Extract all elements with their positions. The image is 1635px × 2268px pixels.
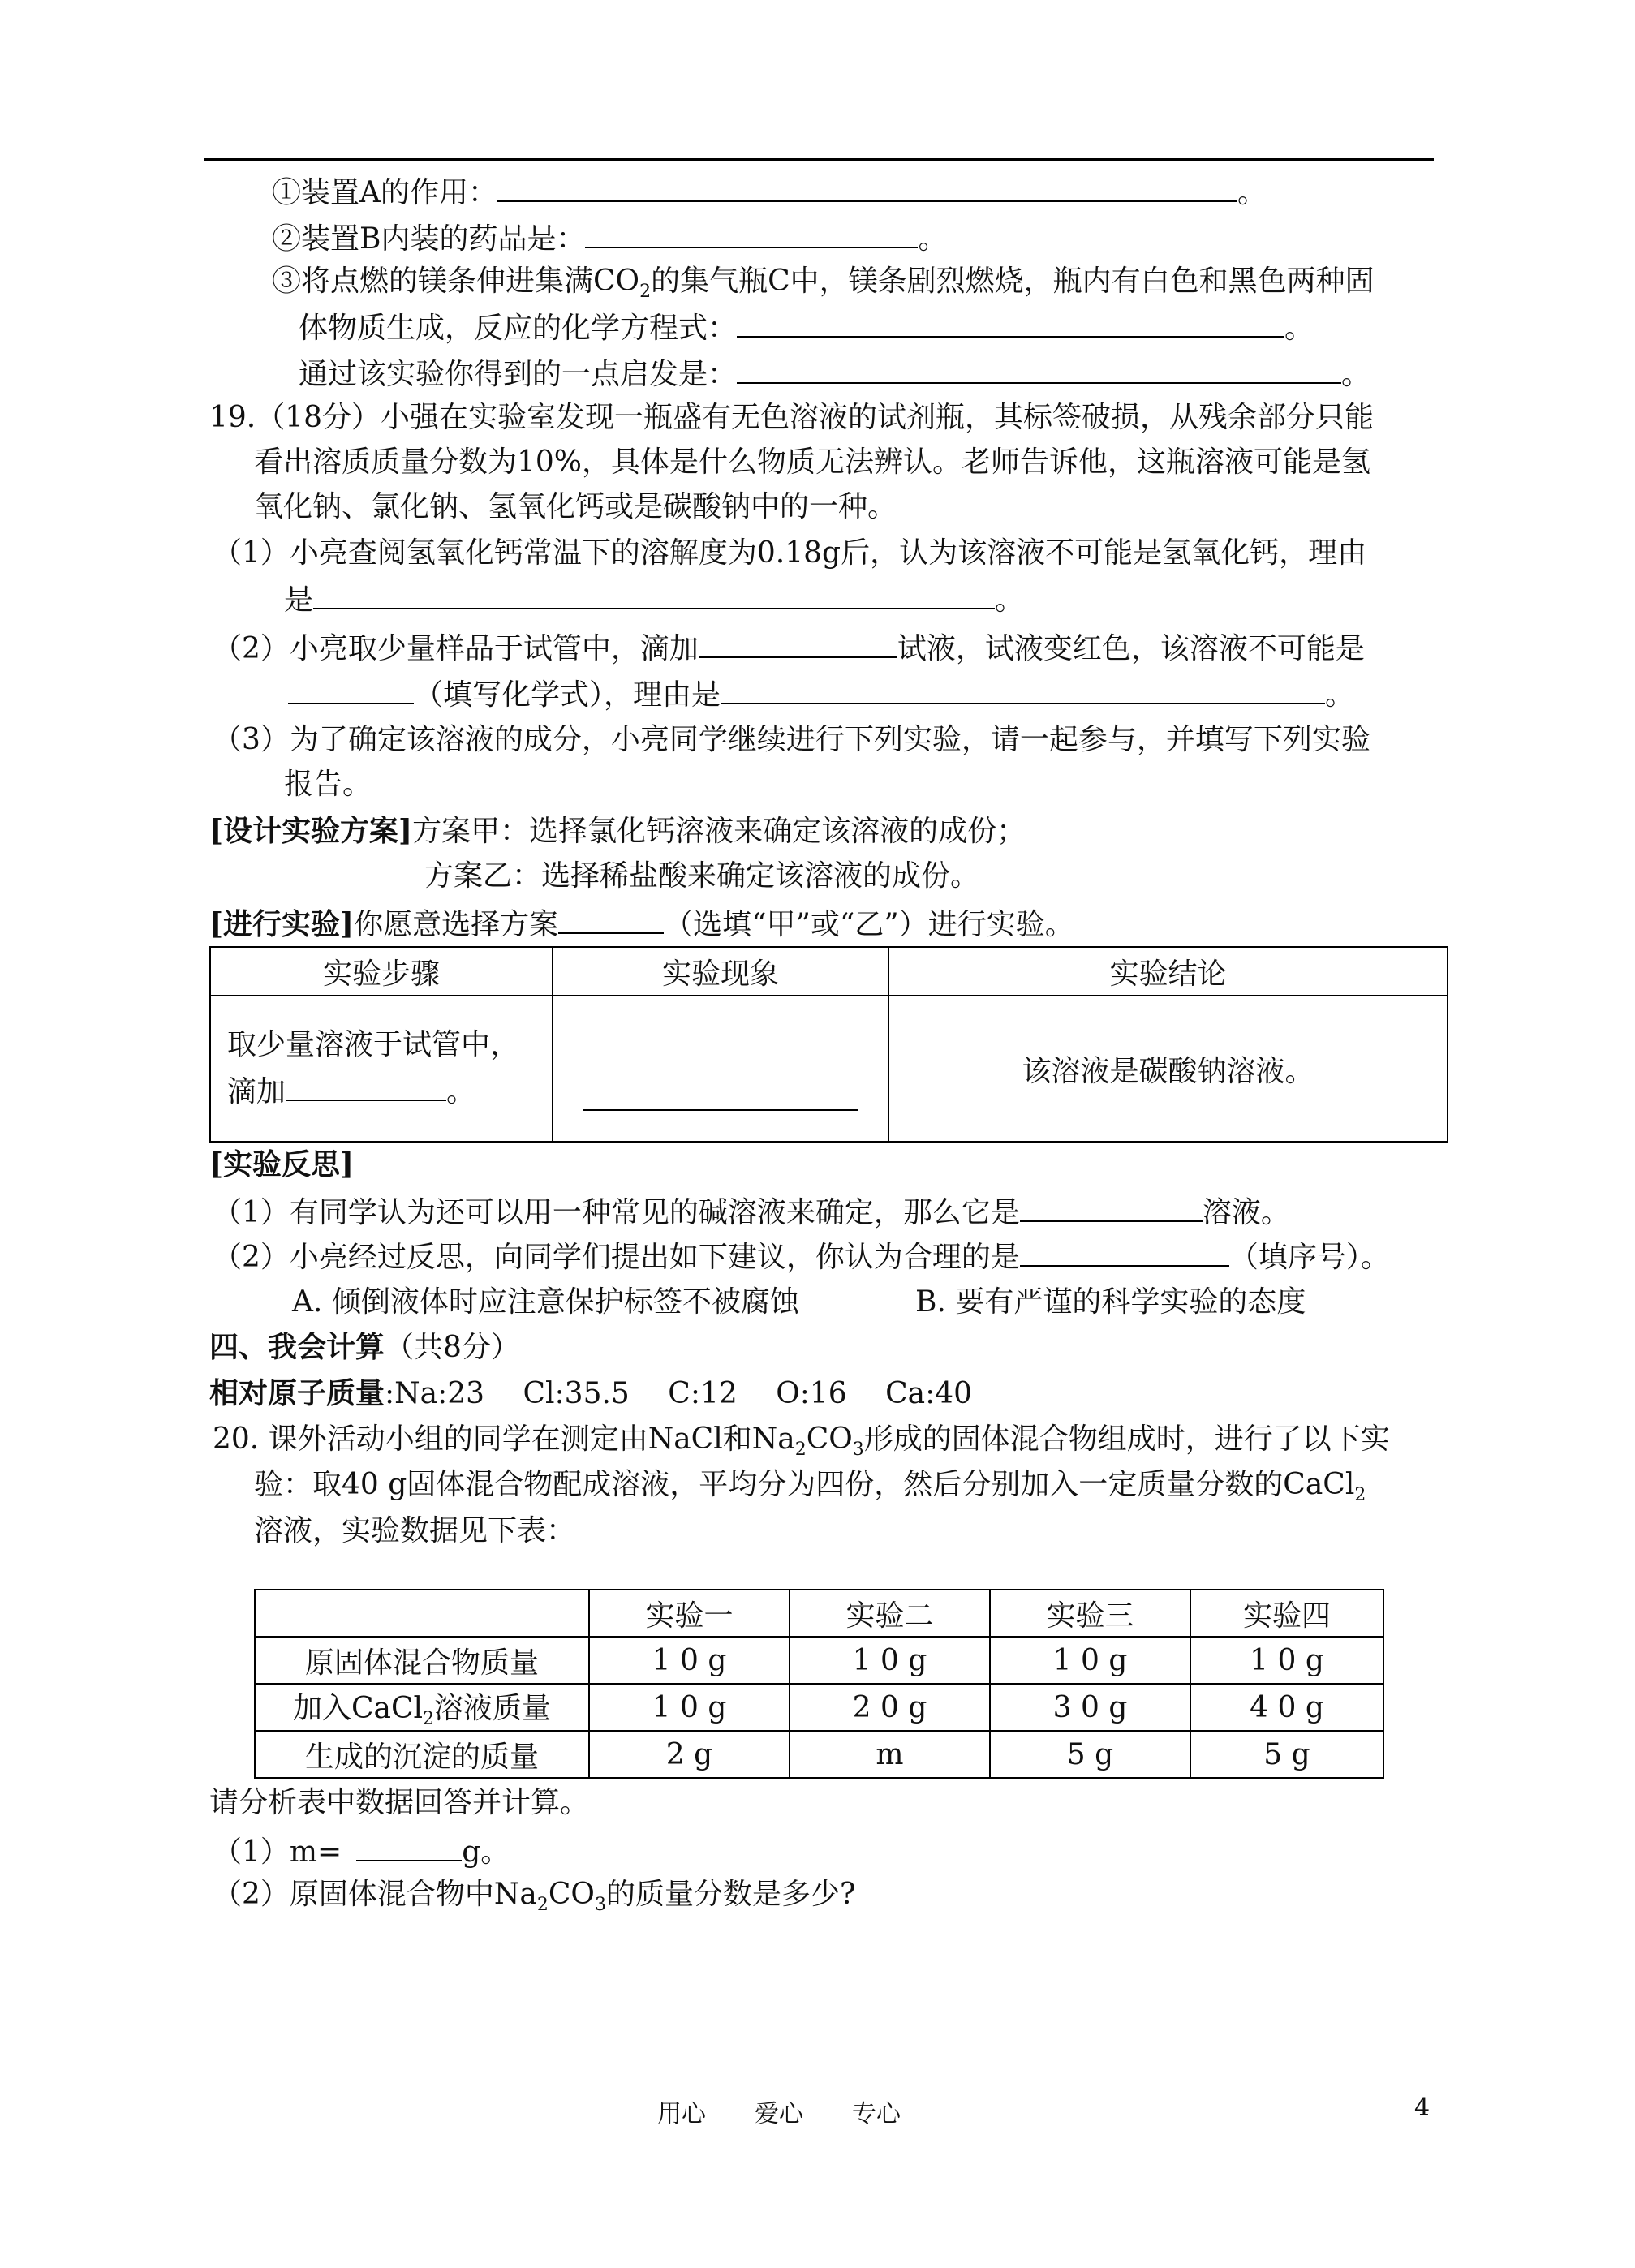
table-header: 实验结论 <box>888 947 1448 996</box>
q19-intro-1: 19.（18分）小强在实验室发现一瓶盛有无色溶液的试剂瓶，其标签破损，从残余部分只能 <box>209 401 1375 434</box>
table-header: 实验二 <box>790 1590 990 1637</box>
q20-line3: 溶液，实验数据见下表： <box>254 1514 576 1547</box>
q18-item1: ①装置A的作用： 。 <box>272 173 1267 211</box>
table-header: 实验步骤 <box>210 947 553 996</box>
answer-blank[interactable] <box>721 675 1325 704</box>
q20-line1: 20. 课外活动小组的同学在测定由NaCl和$Na_2CO_3$形成的固体混合物组成时，进行了以下实 <box>213 1422 1390 1461</box>
table-header: 实验四 <box>1190 1590 1383 1637</box>
table-cell: 1 0 g <box>589 1684 790 1731</box>
table-cell: 4 0 g <box>1190 1684 1383 1731</box>
answer-blank[interactable] <box>585 219 918 248</box>
q19-part3-cont: 报告。 <box>284 768 372 801</box>
reflect-2: （2）小亮经过反思，向同学们提出如下建议，你认为合理的是 （填序号）。 <box>213 1237 1390 1276</box>
q19-intro-2: 看出溶质质量分数为10%，具体是什么物质无法辨认。老师告诉他，这瓶溶液可能是氢 <box>254 445 1371 479</box>
table-header: 实验现象 <box>553 947 888 996</box>
q18-item3-cont: 体物质生成，反应的化学方程式： 。 <box>299 308 1314 346</box>
table-cell: 1 0 g <box>1190 1637 1383 1684</box>
table-cell: m <box>790 1731 990 1778</box>
table-row <box>255 1731 1383 1778</box>
conclusion-cell: 该溶液是碳酸钠溶液。 <box>888 996 1448 1142</box>
do-experiment: [进行实验]你愿意选择方案 （选填“甲”或“乙”）进行实验。 <box>209 905 1074 943</box>
q19-part2-cont: （填写化学式），理由是 。 <box>312 675 1354 713</box>
q19-part3: （3）为了确定该溶液的成分，小亮同学继续进行下列实验，请一起参与，并填写下列实验 <box>213 723 1370 756</box>
q20-sub1: （1）m= g。 <box>213 1832 510 1870</box>
section-4-title: 四、我会计算（共8分） <box>209 1330 520 1364</box>
q19-part2: （2）小亮取少量样品于试管中，滴加 试液，试液变红色，该溶液不可能是 <box>213 629 1365 667</box>
table-cell: 1 0 g <box>589 1637 790 1684</box>
experiment-report-table <box>209 946 1448 1143</box>
table-cell: 1 0 g <box>790 1637 990 1684</box>
footer-motto: 用心 爱心 专心 <box>657 2100 901 2128</box>
answer-blank[interactable] <box>583 1082 858 1111</box>
answer-blank[interactable] <box>356 1832 462 1861</box>
q19-intro-3: 氧化钠、氯化钠、氢氧化钙或是碳酸钠中的一种。 <box>254 490 897 523</box>
answer-blank[interactable] <box>286 1072 446 1101</box>
table-cell: 2 g <box>589 1731 790 1778</box>
q18-item2: ②装置B内装的药品是： 。 <box>272 219 947 257</box>
q18-item3: ③将点燃的镁条伸进集满$CO_2$的集气瓶C中，镁条剧烈燃烧，瓶内有白色和黑色两种固 <box>272 265 1375 303</box>
reflect-tag: [实验反思] <box>209 1147 355 1181</box>
answer-blank[interactable] <box>313 580 995 609</box>
table-cell: 1 0 g <box>990 1637 1190 1684</box>
option-a: A. 倾倒液体时应注意保护标签不被腐蚀 <box>292 1285 799 1319</box>
q20-sub2: （2）原固体混合物中$Na_2CO_3$的质量分数是多少? <box>213 1878 856 1916</box>
table-row <box>255 1637 1383 1684</box>
q20-instruction: 请分析表中数据回答并计算。 <box>209 1786 590 1819</box>
table-row <box>255 1684 1383 1731</box>
answer-blank[interactable] <box>1020 1193 1203 1222</box>
answer-blank[interactable] <box>737 355 1341 384</box>
answer-blank[interactable] <box>558 905 664 934</box>
row-label: 生成的沉淀的质量 <box>255 1731 589 1778</box>
option-b: B. 要有严谨的科学实验的态度 <box>915 1285 1306 1319</box>
table-cell: 5 g <box>1190 1731 1383 1778</box>
q19-part1: （1）小亮查阅氢氧化钙常温下的溶解度为0.18g后，认为该溶液不可能是氢氧化钙，理由 <box>213 536 1367 570</box>
design-plan-b: 方案乙：选择稀盐酸来确定该溶液的成份。 <box>424 859 980 893</box>
top-rule <box>204 158 1434 161</box>
atomic-masses: 相对原子质量:Na:23 Cl:35.5 C:12 O:16 Ca:40 <box>209 1376 973 1410</box>
table-header <box>255 1590 589 1637</box>
row-label: 加入CaCl$_2$溶液质量 <box>255 1684 589 1731</box>
answer-blank[interactable] <box>1020 1237 1229 1267</box>
step-cell: 取少量溶液于试管中， 滴加 。 <box>210 996 553 1142</box>
answer-blank[interactable] <box>497 173 1237 202</box>
table-header: 实验三 <box>990 1590 1190 1637</box>
answer-blank[interactable] <box>737 308 1284 338</box>
row-label: 原固体混合物质量 <box>255 1637 589 1684</box>
table-cell: 5 g <box>990 1731 1190 1778</box>
table-header: 实验一 <box>589 1590 790 1637</box>
answer-blank[interactable] <box>699 629 897 658</box>
answer-blank[interactable] <box>288 675 414 704</box>
table-cell: 3 0 g <box>990 1684 1190 1731</box>
design-plan-a: [设计实验方案]方案甲：选择氯化钙溶液来确定该溶液的成份； <box>209 814 1026 848</box>
reflect-1: （1）有同学认为还可以用一种常见的碱溶液来确定，那么它是 溶液。 <box>213 1193 1290 1231</box>
data-table <box>254 1589 1384 1779</box>
table-cell: 2 0 g <box>790 1684 990 1731</box>
q18-item4: 通过该实验你得到的一点启发是： 。 <box>299 355 1370 393</box>
q20-line2: 验：取40 g固体混合物配成溶液，平均分为四份，然后分别加入一定质量分数的CaCl$_2$ <box>254 1468 1366 1506</box>
q19-part1-cont: 是 。 <box>284 580 1024 618</box>
page-number: 4 <box>1414 2094 1431 2122</box>
phenomenon-cell <box>553 996 888 1142</box>
